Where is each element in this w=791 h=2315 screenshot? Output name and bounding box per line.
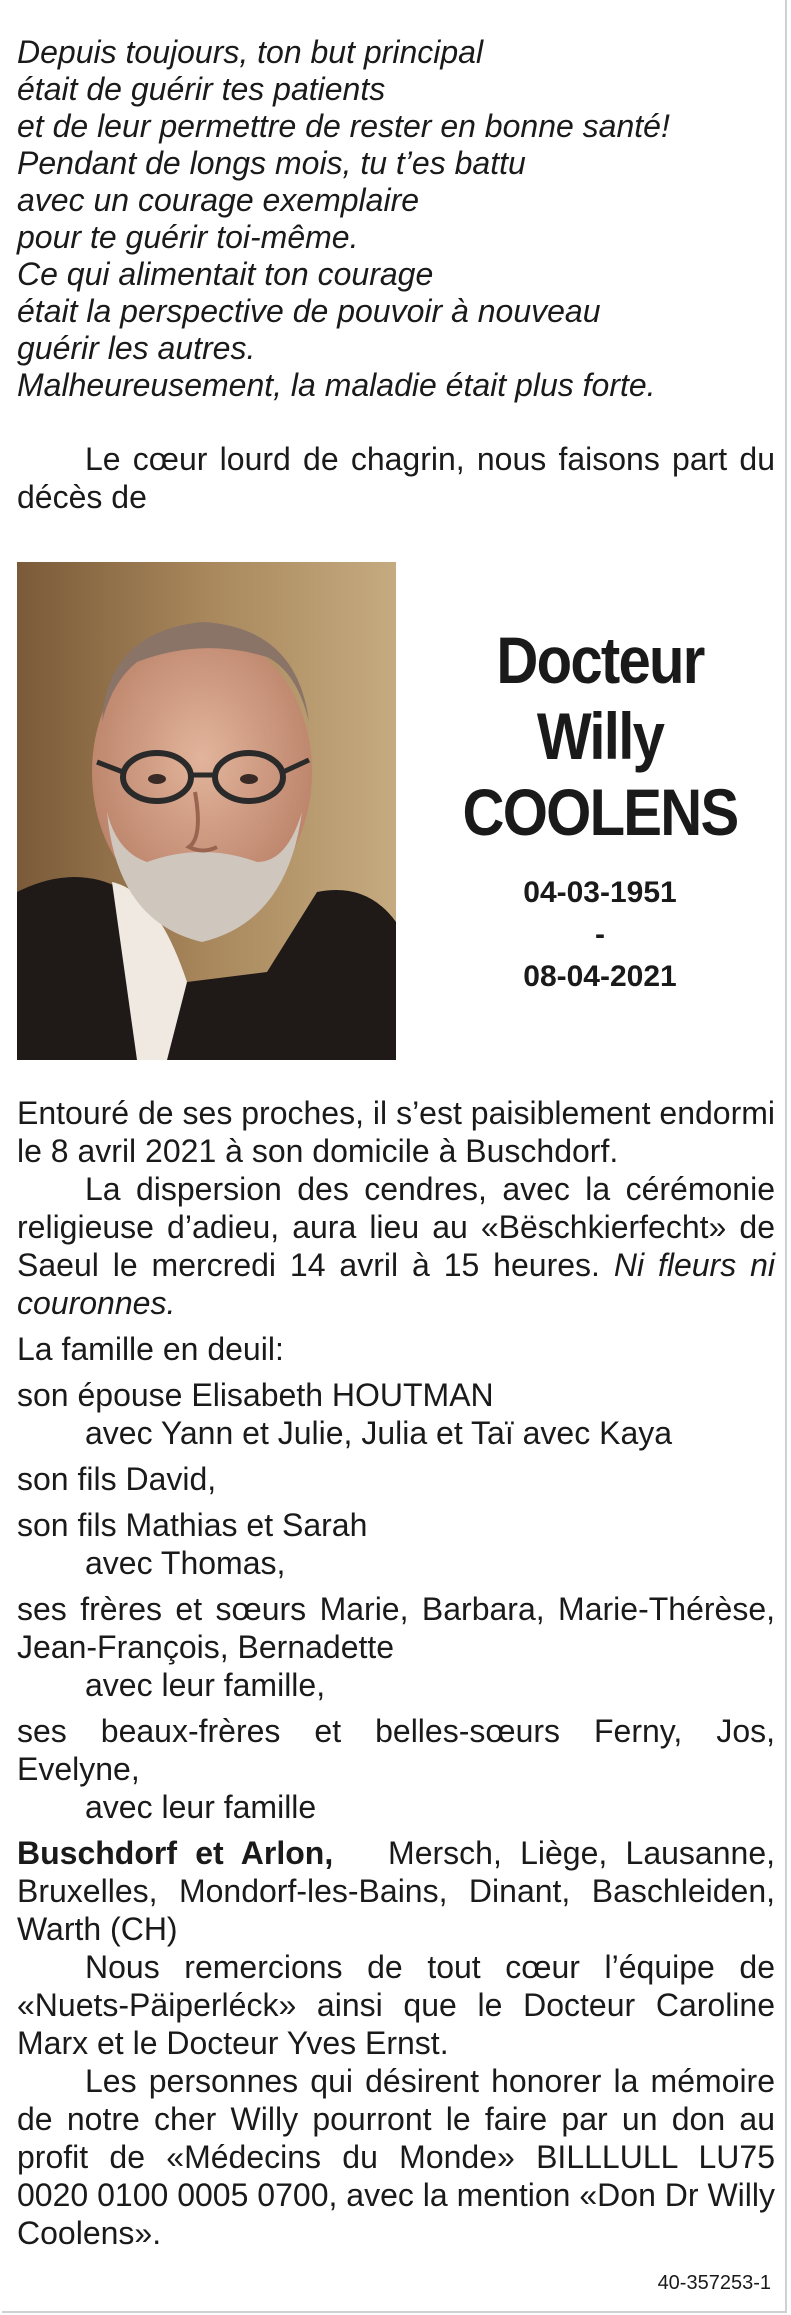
family-member-sub: avec leur famille [85,1789,317,1825]
places-text [17,1834,775,1948]
family-heading: La famille en deuil: [17,1331,284,1367]
places-main: Buschdorf et Arlon, [17,1835,334,1871]
places-list: Mersch, Liège, Lausanne, Bruxelles, Mondorf-les-Bains, Dinant, Baschleiden, Warth (CH) [17,1835,776,1947]
poem-line: Ce qui alimentait ton courage [17,256,434,292]
family-member: ses beaux-frères et belles-sœurs Ferny, Jos, Evelyne, [17,1713,775,1787]
date-separator: - [595,918,605,951]
deceased-first-name: Willy [536,699,664,773]
poem-line: était de guérir tes patients [17,71,386,107]
poem-line: avec un courage exemplaire [17,182,420,218]
poem-line: et de leur permettre de rester en bonne santé! [17,108,670,144]
poem-line: guérir les autres. [17,330,256,366]
reference-number: 40-357253-1 [657,2272,771,2294]
poem-line: pour te guérir toi-même. [17,219,359,255]
ceremony-text [17,1170,775,1322]
poem-line: Pendant de longs mois, tu t’es battu [17,145,526,181]
donation-text: Les personnes qui désirent honorer la mémoire de notre cher Willy pourront le faire par un don au profit de «Médecins du Monde» BILLLULL LU75 0020 0100 0005 0700, avec la mention «Don Dr Willy Coolens». [17,2063,775,2251]
no-flowers-note: Ni fleurs ni couronnes. [17,1247,776,1321]
deceased-title: Docteur [496,623,704,697]
family-member: ses frères et sœurs Marie, Barbara, Marie-Thérèse, Jean-François, Bernadette [17,1591,775,1665]
notice-body [17,1094,775,2252]
thanks-text: Nous remercions de tout cœur l’équipe de «Nuets-Päiperléck» ainsi que le Docteur Caroline Marx et le Docteur Yves Ernst. [17,1949,775,2061]
family-member: son épouse Elisabeth HOUTMAN [17,1377,494,1413]
family-member: son fils Mathias et Sarah [17,1507,368,1543]
name-block [420,622,780,998]
death-date: 08-04-2021 [523,960,677,993]
birth-date: 04-03-1951 [523,876,677,909]
life-dates [420,872,780,998]
family-member: son fils David, [17,1461,217,1497]
poem-line: Malheureusement, la maladie était plus forte. [17,367,656,403]
deceased-last-name: COOLENS [462,775,738,849]
family-member-sub: avec Thomas, [85,1545,286,1581]
passing-text: Entouré de ses proches, il s’est paisiblement endormi le 8 avril 2021 à son domicile à Buschdorf. [17,1095,775,1169]
poem [17,34,777,404]
intro-text: Le cœur lourd de chagrin, nous faisons part du décès de [17,441,775,515]
poem-line: Depuis toujours, ton but principal [17,34,484,70]
family-member-sub: avec leur famille, [85,1667,326,1703]
ceremony-details: La dispersion des cendres, avec la cérémonie religieuse d’adieu, aura lieu au «Bëschkierfecht» de Saeul le mercredi 14 avril à 15 heures. [17,1171,775,1283]
portrait-photo [17,562,396,1060]
poem-line: était la perspective de pouvoir à nouveau [17,293,601,329]
family-member-sub: avec Yann et Julie, Julia et Taï avec Kaya [85,1415,673,1451]
